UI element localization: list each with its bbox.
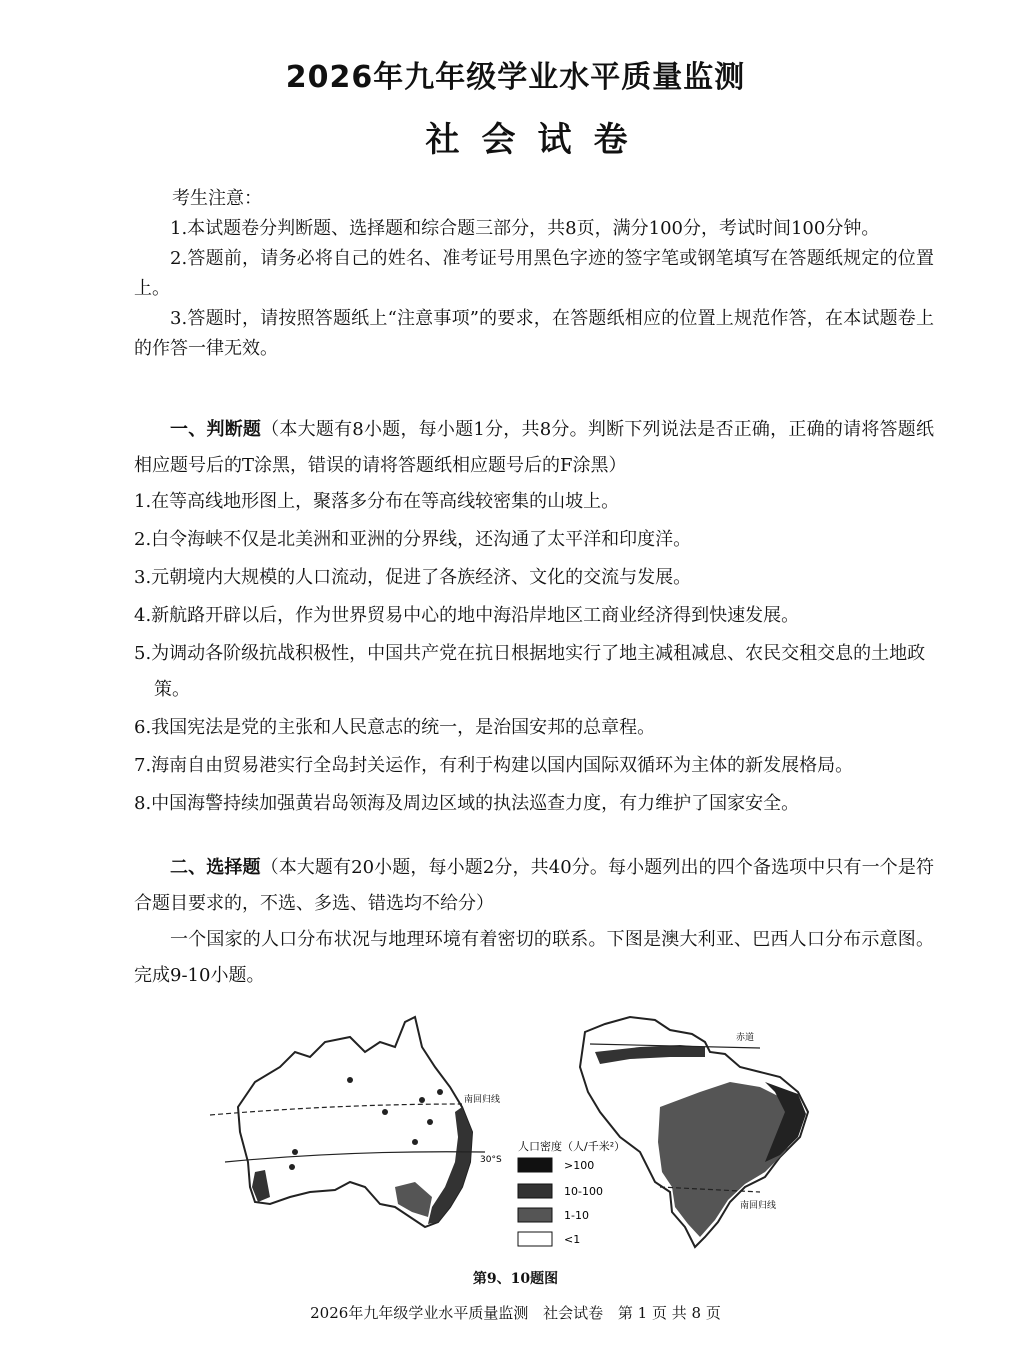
question-item: 2.白令海峡不仅是北美洲和亚洲的分界线，还沟通了太平洋和印度洋。 bbox=[134, 529, 692, 550]
page-footer bbox=[0, 1302, 1031, 1323]
population-distribution-map bbox=[200, 1012, 820, 1262]
section2-title: 二、选择题 bbox=[170, 857, 261, 878]
footer-subject: 社会试卷 bbox=[543, 1304, 604, 1322]
section-multiple-choice bbox=[134, 850, 934, 994]
legend-swatch bbox=[518, 1184, 552, 1198]
figure-caption: 第9、10题图 bbox=[472, 1271, 559, 1287]
australia-settlement-dot bbox=[412, 1139, 418, 1145]
equator-label: 赤道 bbox=[736, 1033, 755, 1043]
question-item: 6.我国宪法是党的主张和人民意志的统一，是治国安邦的总章程。 bbox=[134, 717, 656, 738]
footer-page: 第 1 页 共 8 页 bbox=[617, 1304, 721, 1322]
lat30-label: 30°S bbox=[480, 1155, 502, 1165]
question-item: 4.新航路开辟以后，作为世界贸易中心的地中海沿岸地区工商业经济得到快速发展。 bbox=[134, 605, 800, 626]
section1-title: 一、判断题 bbox=[170, 419, 262, 440]
section-true-false bbox=[134, 412, 934, 822]
legend-label: 10-100 bbox=[564, 1185, 603, 1198]
question-item: 8.中国海警持续加强黄岩岛领海及周边区域的执法巡查力度，有力维护了国家安全。 bbox=[134, 793, 800, 814]
notes-heading: 考生注意： bbox=[172, 188, 262, 209]
legend-label: 1-10 bbox=[564, 1209, 589, 1222]
australia-settlement-dot bbox=[437, 1089, 443, 1095]
question-item: 3.元朝境内大规模的人口流动，促进了各族经济、文化的交流与发展。 bbox=[134, 567, 692, 588]
question-lead: 一个国家的人口分布状况与地理环境有着密切的联系。下图是澳大利亚、巴西人口分布示意图。完成9-10小题。 bbox=[134, 929, 934, 986]
section2-instructions: （本大题有20小题，每小题2分，共40分。每小题列出的四个备选项中只有一个是符合题目要求的，不选、多选、错选均不给分） bbox=[134, 857, 934, 914]
legend bbox=[518, 1158, 603, 1246]
note-item: 3.答题时，请按照答题纸上“注意事项”的要求，在答题纸相应的位置上规范作答，在本试题卷上的作答一律无效。 bbox=[134, 308, 934, 359]
australia-settlement-dot bbox=[427, 1119, 433, 1125]
legend-swatch bbox=[518, 1232, 552, 1246]
note-item: 2.答题前，请务必将自己的姓名、准考证号用黑色字迹的签字笔或钢笔填写在答题纸规定的位置上。 bbox=[134, 248, 934, 299]
subject-title: 社会试卷 bbox=[425, 120, 650, 160]
australia-settlement-dot bbox=[292, 1149, 298, 1155]
footer-exam: 2026年九年级学业水平质量监测 bbox=[310, 1304, 529, 1322]
section1-instructions: （本大题有8小题，每小题1分，共8分。判断下列说法是否正确，正确的请将答题纸相应题号后的T涂黑，错误的请将答题纸相应题号后的F涂黑） bbox=[134, 419, 935, 476]
note-item: 1.本试题卷分判断题、选择题和综合题三部分，共8页，满分100分，考试时间100分钟。 bbox=[170, 218, 880, 239]
tropic-label-australia: 南回归线 bbox=[464, 1095, 501, 1105]
australia-outline bbox=[238, 1017, 472, 1227]
australia-settlement-dot bbox=[382, 1109, 388, 1115]
question-item: 5.为调动各阶级抗战积极性，中国共产党在抗日根据地实行了地主减租减息、农民交租交息的土地政策。 bbox=[134, 643, 926, 700]
legend-swatch bbox=[518, 1208, 552, 1222]
australia-settlement-dot bbox=[419, 1097, 425, 1103]
exam-title: 2026年九年级学业水平质量监测 bbox=[285, 60, 746, 95]
section1-header bbox=[134, 412, 934, 484]
legend-title: 人口密度（人/千米²） bbox=[518, 1140, 626, 1153]
legend-swatch bbox=[518, 1158, 552, 1172]
legend-label: <1 bbox=[564, 1233, 581, 1246]
australia-settlement-dot bbox=[347, 1077, 353, 1083]
section2-header bbox=[134, 850, 934, 922]
legend-label: >100 bbox=[564, 1159, 595, 1172]
candidate-notes bbox=[134, 184, 934, 364]
australia-settlement-dot bbox=[289, 1164, 295, 1170]
question-item: 1.在等高线地形图上，聚落多分布在等高线较密集的山坡上。 bbox=[134, 491, 620, 512]
tropic-label-brazil: 南回归线 bbox=[740, 1201, 777, 1211]
question-item: 7.海南自由贸易港实行全岛封关运作，有利于构建以国内国际双循环为主体的新发展格局。 bbox=[134, 755, 854, 776]
